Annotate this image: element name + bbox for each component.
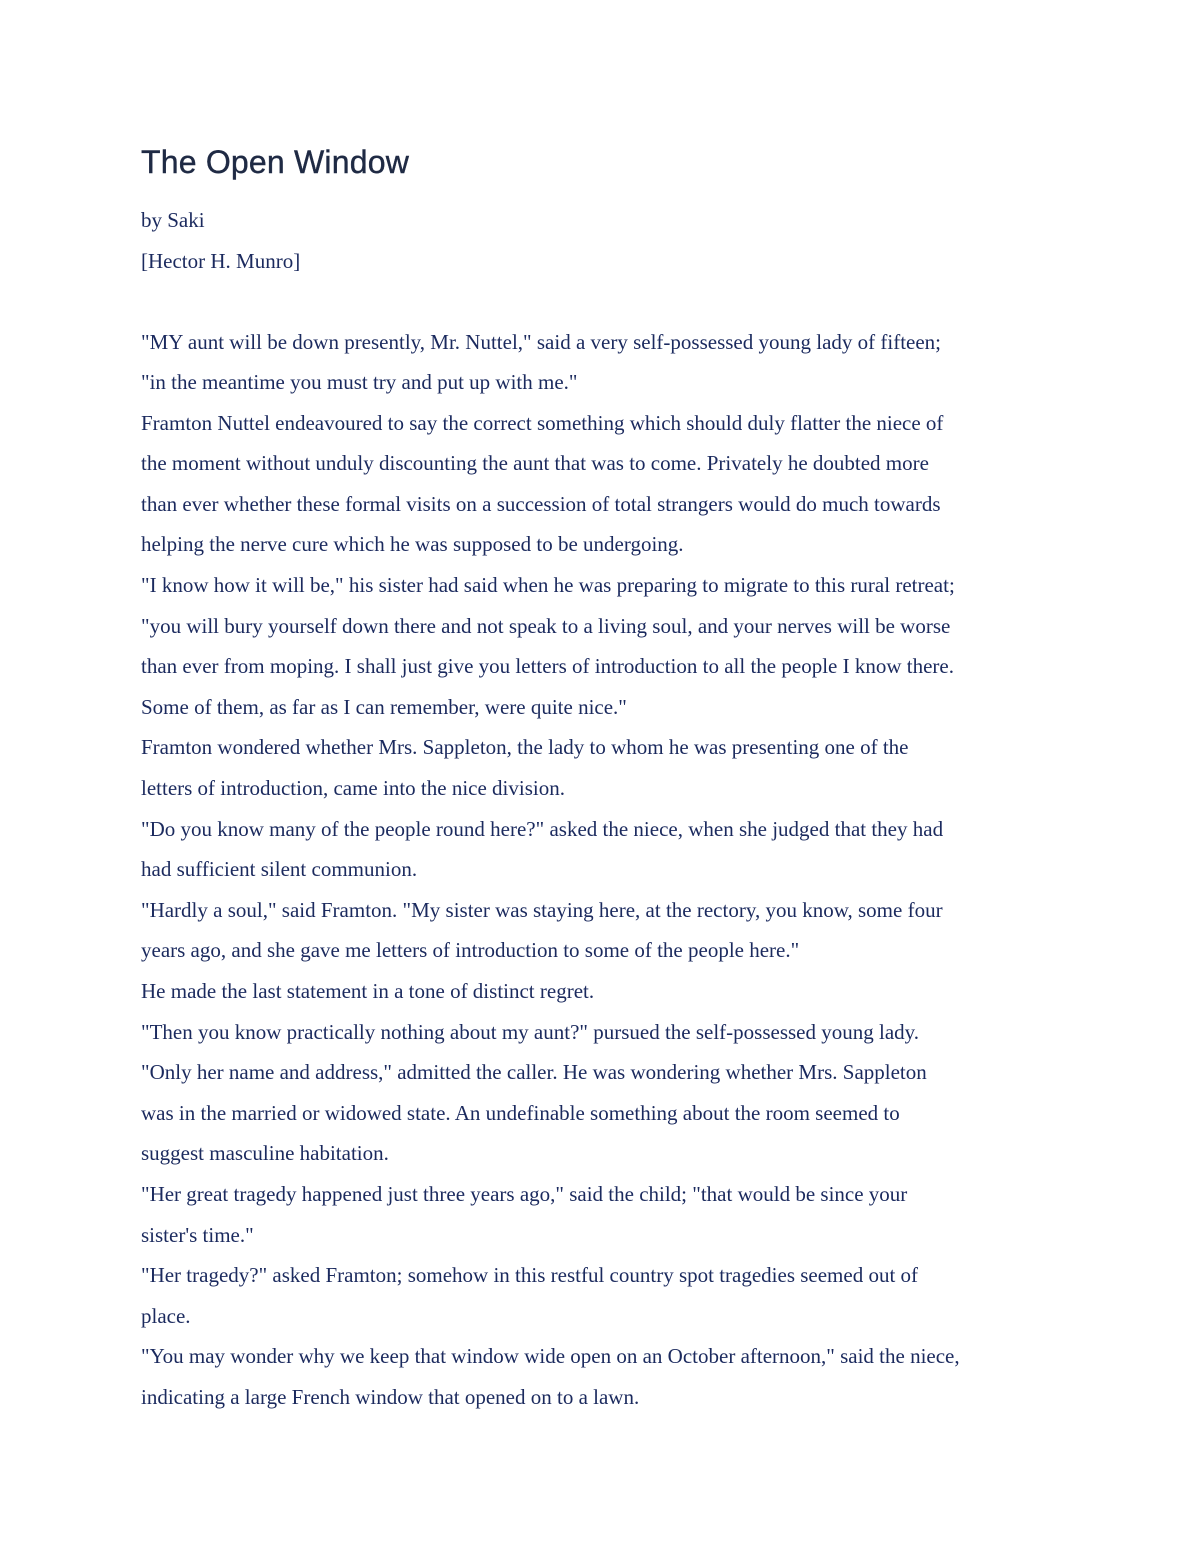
text-line: "MY aunt will be down presently, Mr. Nuttel," said a very self-possessed young lady of fifteen; [141, 329, 942, 354]
text-line: had sufficient silent communion. [141, 857, 418, 882]
text-line: "Her tragedy?" asked Framton; somehow in this restful country spot tragedies seemed out of [141, 1263, 919, 1288]
text-line: He made the last statement in a tone of distinct regret. [141, 979, 595, 1003]
text-line: sister's time." [141, 1222, 254, 1247]
text-line: "You may wonder why we keep that window wide open on an October afternoon," said the niece, [141, 1344, 960, 1369]
text-line: "you will bury yourself down there and not speak to a living soul, and your nerves will be worse [141, 613, 951, 638]
text-line: Some of them, as far as I can remember, were quite nice." [141, 694, 627, 719]
text-line: place. [141, 1303, 191, 1328]
byline: by Saki [141, 208, 205, 232]
text-line: helping the nerve cure which he was supposed to be undergoing. [141, 532, 684, 557]
text-line: letters of introduction, came into the nice division. [141, 776, 565, 801]
text-line: "Hardly a soul," said Framton. "My sister was staying here, at the rectory, you know, some four [141, 897, 943, 922]
text-line: "in the meantime you must try and put up with me." [141, 370, 578, 395]
text-line: was in the married or widowed state. An undefinable something about the room seemed to [141, 1100, 900, 1125]
author-real-name: [Hector H. Munro] [141, 248, 301, 273]
story-text [141, 322, 1071, 1418]
blank-line [141, 281, 1071, 322]
text-line: Framton Nuttel endeavoured to say the correct something which should duly flatter the niece of [141, 410, 944, 435]
text-line: the moment without unduly discounting the aunt that was to come. Privately he doubted more [141, 451, 929, 476]
text-line: years ago, and she gave me letters of introduction to some of the people here." [141, 938, 800, 963]
text-line: "Then you know practically nothing about my aunt?" pursued the self-possessed young lady. [141, 1019, 920, 1044]
document-page [141, 138, 1071, 1418]
text-line: suggest masculine habitation. [141, 1141, 389, 1166]
text-line: indicating a large French window that opened on to a lawn. [141, 1384, 640, 1409]
text-line: "I know how it will be," his sister had said when he was preparing to migrate to this rural retreat; [141, 573, 955, 598]
text-line: "Do you know many of the people round here?" asked the niece, when she judged that they had [141, 816, 944, 841]
text-line: "Only her name and address," admitted the caller. He was wondering whether Mrs. Sappleton [141, 1060, 927, 1085]
text-line: than ever from moping. I shall just give you letters of introduction to all the people I know there. [141, 654, 954, 679]
text-line: than ever whether these formal visits on a succession of total strangers would do much towards [141, 491, 941, 516]
text-line: Framton wondered whether Mrs. Sappleton, the lady to whom he was presenting one of the [141, 735, 909, 760]
text-line: "Her great tragedy happened just three years ago," said the child; "that would be since your [141, 1181, 908, 1206]
document-title: The Open Window [141, 144, 410, 180]
